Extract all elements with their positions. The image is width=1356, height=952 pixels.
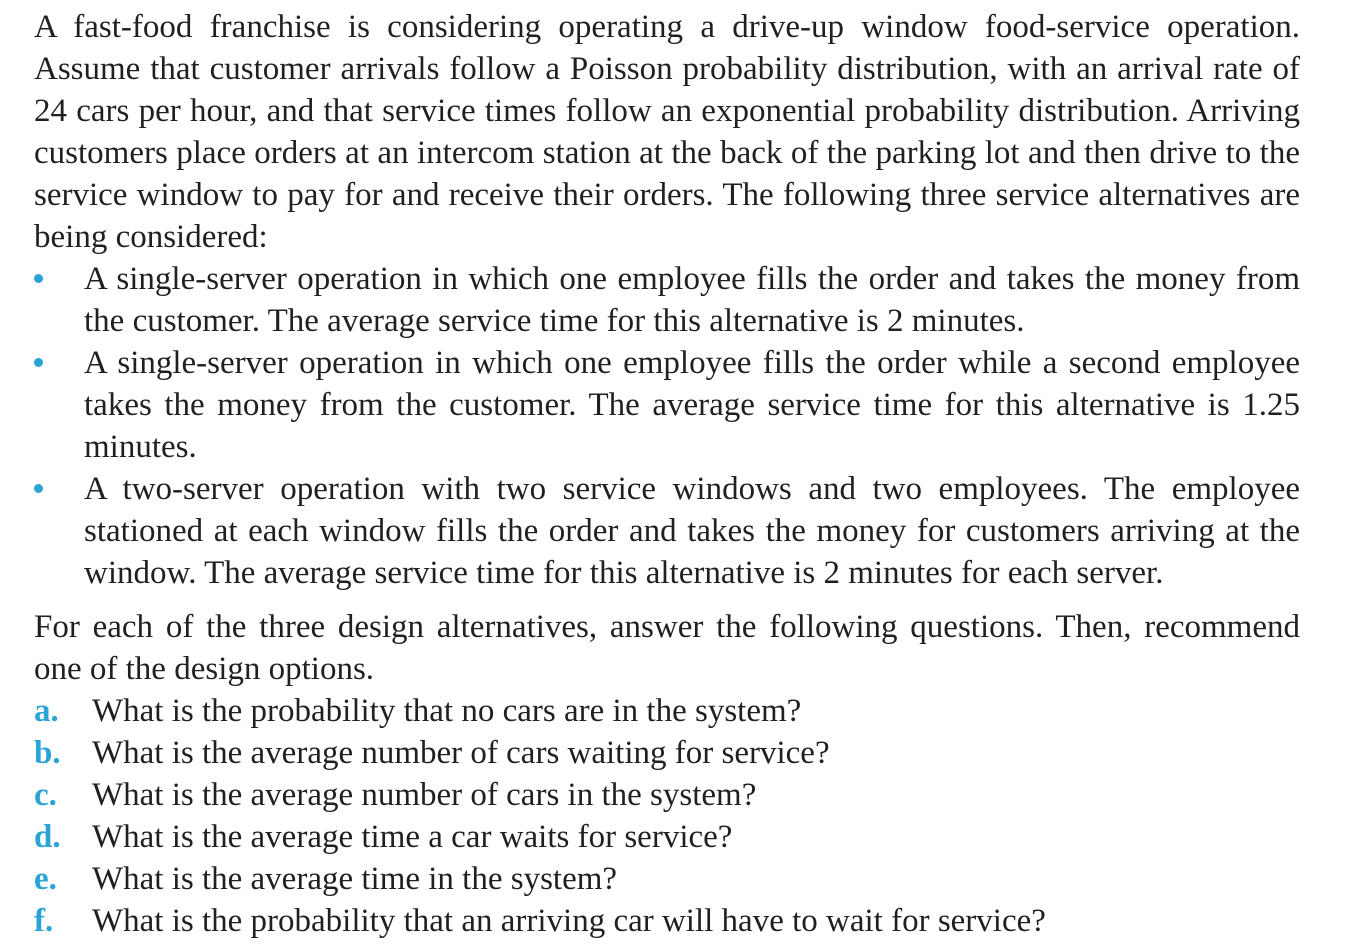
list-item	[34, 732, 1300, 774]
question-letter: f.	[34, 903, 54, 939]
question-letter: b.	[34, 735, 61, 771]
alternative-text: A single-server operation in which one employee fills the order while a second employee takes the money from the customer. The average service time for this alternative is 1.25 minutes.	[84, 345, 1300, 465]
list-item	[34, 816, 1300, 858]
bullet-icon	[34, 484, 43, 493]
question-text: What is the average number of cars waiting for service?	[92, 735, 830, 771]
list-item	[34, 342, 1300, 468]
list-item	[34, 858, 1300, 900]
alternative-text: A single-server operation in which one employee fills the order and takes the money from the customer. The average service time for this alternative is 2 minutes.	[84, 261, 1300, 339]
list-item	[34, 468, 1300, 594]
alternatives-list	[34, 258, 1300, 594]
bullet-icon	[34, 358, 43, 367]
question-letter: d.	[34, 819, 61, 855]
question-letter: a.	[34, 693, 59, 729]
alternative-text: A two-server operation with two service windows and two employees. The employee stationed at each window fills the order and takes the money for customers arriving at the window. The average service time for this alternative is 2 minutes for each server.	[84, 471, 1300, 591]
question-letter: c.	[34, 777, 57, 813]
question-letter: e.	[34, 861, 57, 897]
list-item	[34, 690, 1300, 732]
question-text: What is the average number of cars in the system?	[92, 777, 757, 813]
question-text: What is the probability that no cars are in the system?	[92, 693, 802, 729]
question-text: What is the average time a car waits for service?	[92, 819, 733, 855]
bullet-icon	[34, 274, 43, 283]
list-item	[34, 900, 1300, 942]
list-item	[34, 258, 1300, 342]
intro-paragraph: A fast-food franchise is considering operating a drive-up window food-service operation. Assume that customer arrivals follow a Poisson probability distribution, with an arrival rate of 24 cars per hour, and that service times follow an exponential probability distribution. Arriving customers place orders at an intercom station at the back of the parking lot and then drive to the service window to pay for and receive their orders. The following three service alternatives are being considered:	[34, 9, 1300, 255]
question-text: What is the probability that an arriving car will have to wait for service?	[92, 903, 1046, 939]
questions-list	[34, 690, 1300, 942]
question-text: What is the average time in the system?	[92, 861, 618, 897]
instruction-paragraph: For each of the three design alternatives, answer the following questions. Then, recommend one of the design options.	[34, 609, 1300, 687]
list-item	[34, 774, 1300, 816]
problem-text	[34, 6, 1300, 942]
